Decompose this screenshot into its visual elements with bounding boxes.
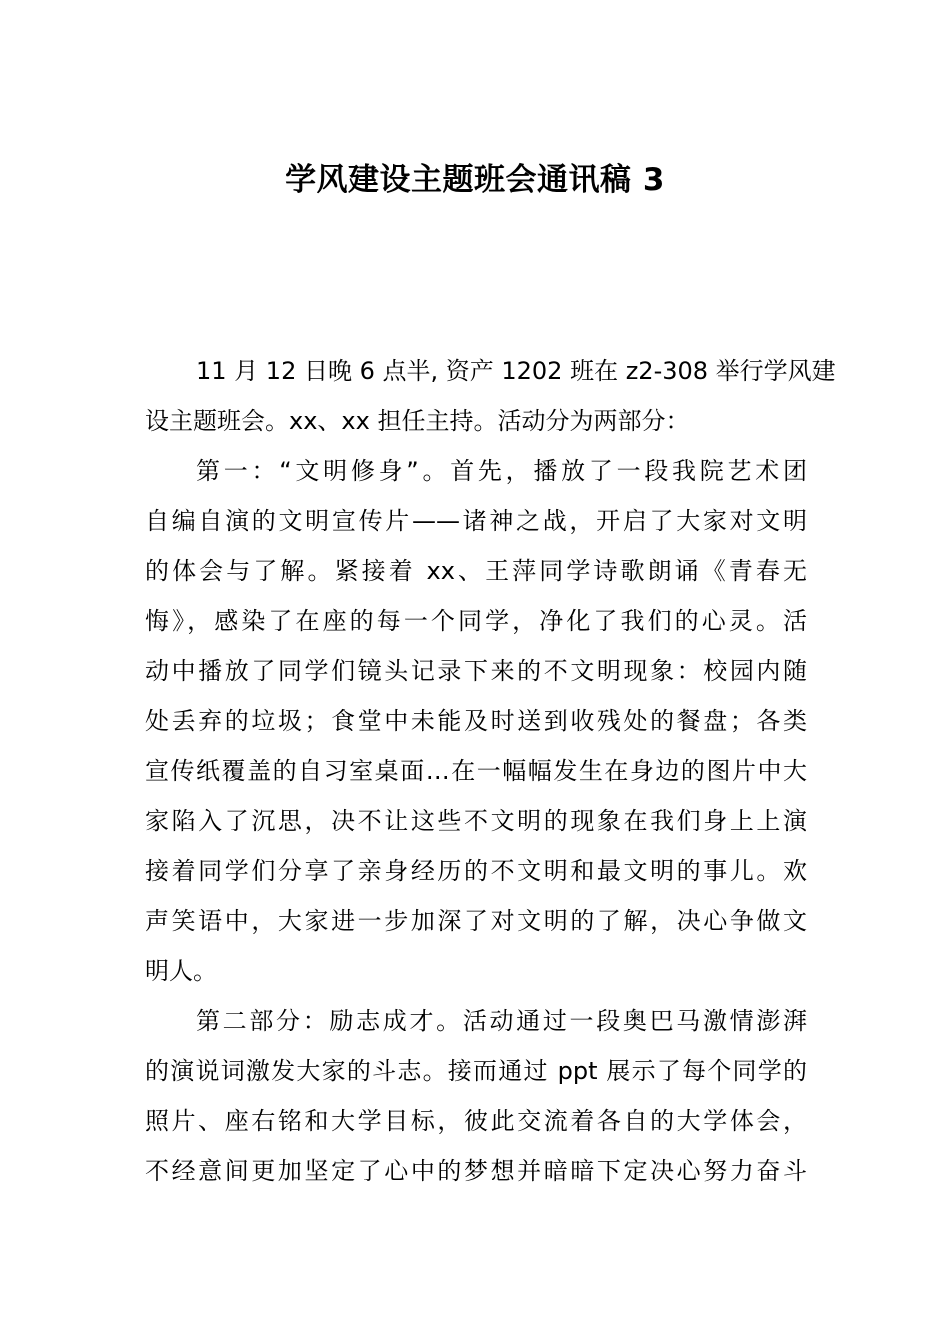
paragraph-3-line-2: 的演说词激发大家的斗志。接而通过 ppt 展示了每个同学的 — [145, 1057, 807, 1085]
paragraph-2-line-8: 家陷入了沉思，决不让这些不文明的现象在我们身上上演 — [145, 807, 807, 835]
paragraph-2-line-3: 的体会与了解。紧接着 xx、王萍同学诗歌朗诵《青春无 — [145, 557, 807, 585]
document-body — [145, 346, 836, 1196]
paragraph-3-line-4: 不经意间更加坚定了心中的梦想并暗暗下定决心努力奋斗 — [145, 1157, 807, 1185]
paragraph-2-line-10: 声笑语中，大家进一步加深了对文明的了解，决心争做文 — [145, 907, 807, 935]
paragraph-2-line-6: 处丢弃的垃圾；食堂中未能及时送到收残处的餐盘；各类 — [145, 707, 807, 735]
paragraph-2-line-4: 悔》，感染了在座的每一个同学，净化了我们的心灵。活 — [145, 607, 807, 635]
paragraph-2-line-1: 第一：“文明修身”。首先，播放了一段我院艺术团 — [196, 457, 807, 485]
paragraph-2-line-2: 自编自演的文明宣传片——诸神之战，开启了大家对文明 — [145, 507, 807, 535]
paragraph-2-line-7: 宣传纸覆盖的自习室桌面…在一幅幅发生在身边的图片中大 — [145, 757, 807, 785]
paragraph-3-line-1: 第二部分：励志成才。活动通过一段奥巴马激情澎湃 — [196, 1007, 807, 1035]
paragraph-3-line-3: 照片、座右铭和大学目标，彼此交流着各自的大学体会， — [145, 1107, 807, 1135]
paragraph-2-line-5: 动中播放了同学们镜头记录下来的不文明现象：校园内随 — [145, 657, 807, 685]
paragraph-1-line-1: 11 月 12 日晚 6 点半, 资产 1202 班在 z2-308 举行学风建 — [196, 357, 836, 385]
paragraph-2-line-9: 接着同学们分享了亲身经历的不文明和最文明的事儿。欢 — [145, 857, 807, 885]
document-title: 学风建设主题班会通讯稿 3 — [285, 162, 665, 198]
paragraph-1-line-2: 设主题班会。xx、xx 担任主持。活动分为两部分： — [145, 407, 690, 435]
paragraph-2-line-11: 明人。 — [145, 957, 217, 985]
